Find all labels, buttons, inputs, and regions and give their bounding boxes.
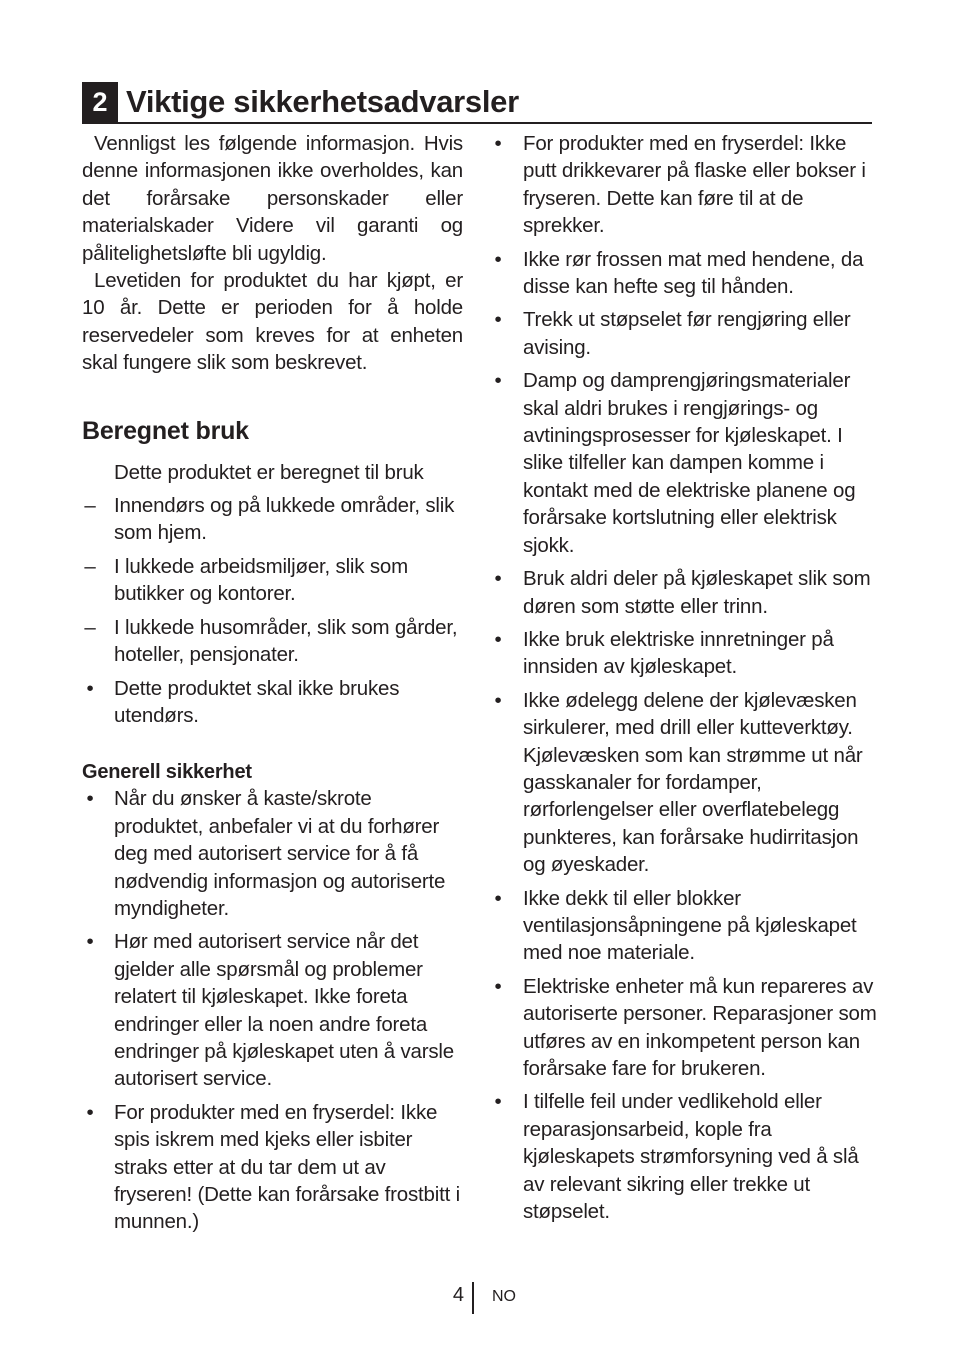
section-number: 2 (82, 82, 118, 122)
dash-marker: – (84, 554, 96, 578)
left-column (82, 130, 463, 1242)
list-item (490, 626, 880, 681)
list-item-text: Ikke ødelegg delene der kjølevæsken sirkulerer, med drill eller kutteverktøy. Kjølevæsken som kan strømme ut når gasskanaler for fordamper, rørforlengelser eller overflatebelegg punkteres, kan forårsake hudirritasjon og øyeskader. (523, 688, 863, 877)
list-item-text: I lukkede husområder, slik som gårder, hoteller, pensjonater. (114, 615, 458, 667)
list-item (490, 306, 880, 361)
list-item-text: For produkter med en fryserdel: Ikke spis iskrem med kjeks eller isbiter straks etter at du tar dem ut av fryseren! (Dette kan forårsake frostbitt i munnen.) (114, 1100, 460, 1234)
intended-use-heading: Beregnet bruk (82, 416, 249, 445)
list-item (82, 1099, 463, 1236)
section-title: Viktige sikkerhetsadvarsler (126, 84, 519, 119)
bullet-marker: • (494, 688, 502, 712)
list-item-text: Dette produktet skal ikke brukes utendørs. (114, 676, 400, 727)
footer-divider (472, 1282, 474, 1314)
bullet-marker: • (86, 787, 94, 811)
list-item (82, 785, 463, 922)
list-item (490, 367, 880, 559)
list-item-text: Damp og damprengjøringsmaterialer skal aldri brukes i rengjørings- og avtiningsprosesser for kjøleskapet. I slike tilfeller kan dampen komme i kontakt med de elektriske planene og forårsake kortslutning eller elektrisk sjokk. (523, 369, 856, 557)
bullet-marker: • (494, 369, 502, 393)
bullet-marker: • (86, 676, 94, 700)
list-item-text: I lukkede arbeidsmiljøer, slik som butikker og kontorer. (114, 554, 408, 606)
bullet-marker: • (494, 567, 502, 591)
list-item-text: I tilfelle feil under vedlikehold eller reparasjonsarbeid, kople fra kjøleskapets strømforsyning ved å slå av relevant sikring eller trekke ut støpselet. (523, 1090, 859, 1224)
list-item-text: Ikke rør frossen mat med hendene, da disse kan hefte seg til hånden. (523, 247, 864, 299)
list-item (82, 928, 463, 1092)
list-item (82, 614, 463, 669)
list-item (490, 885, 880, 967)
list-item-text: For produkter med en fryserdel: Ikke putt drikkevarer på flaske eller bokser i fryseren. Dette kan føre til at de sprekker. (523, 132, 866, 238)
list-item-text: Når du ønsker å kaste/skrote produktet, anbefaler vi at du forhører deg med autorisert service for å få nødvendig informasjon og autoriserte myndigheter. (114, 787, 446, 920)
dash-marker: – (84, 615, 96, 639)
bullet-marker: • (86, 930, 94, 954)
list-item-text: Ikke bruk elektriske innretninger på innsiden av kjøleskapet. (523, 627, 834, 679)
list-item (490, 1088, 880, 1225)
bullet-marker: • (494, 247, 502, 271)
list-item (82, 675, 463, 730)
intro-paragraph-1: Vennligst les følgende informasjon. Hvis denne informasjonen ikke overholdes, kan det forårsake personskader eller materialskader Videre vil garanti og pålitelighetsløfte bli ugyldig. (82, 132, 463, 265)
list-item (490, 565, 880, 620)
section-header (82, 80, 872, 124)
bullet-marker: • (494, 132, 502, 155)
list-item-text: Elektriske enheter må kun repareres av autoriserte personer. Reparasjoner som utføres av en inkompetent person kan forårsake fare for brukeren. (523, 974, 877, 1080)
list-item (490, 973, 880, 1083)
list-item (82, 553, 463, 608)
list-item-text: Innendørs og på lukkede områder, slik som hjem. (114, 494, 455, 545)
page-footer (0, 1282, 954, 1312)
list-item-text: Trekk ut støpselet før rengjøring eller avising. (523, 308, 851, 359)
intended-use-list (82, 492, 463, 729)
list-item (490, 687, 880, 879)
page-number: 4 (452, 1284, 464, 1306)
dash-marker: – (84, 494, 96, 518)
intended-use-intro: Dette produktet er beregnet til bruk (114, 460, 424, 484)
list-item-text: Hør med autorisert service når det gjelder alle spørsmål og problemer relatert til kjøleskapet. Ikke foreta endringer eller la noen andre foreta endringer på kjøleskapet uten å varsle autorisert service. (114, 930, 454, 1091)
list-item (490, 130, 880, 240)
bullet-marker: • (494, 627, 502, 651)
general-safety-heading: Generell sikkerhet (82, 761, 252, 784)
bullet-marker: • (494, 974, 502, 998)
safety-warnings-list (490, 130, 880, 1225)
language-code: NO (492, 1288, 516, 1305)
bullet-marker: • (494, 886, 502, 910)
bullet-marker: • (494, 1090, 502, 1114)
list-item-text: Ikke dekk til eller blokker ventilasjonsåpningene på kjøleskapet med noe materiale. (523, 886, 857, 965)
list-item (490, 246, 880, 301)
bullet-marker: • (86, 1100, 94, 1124)
list-item (82, 492, 463, 547)
list-item-text: Bruk aldri deler på kjøleskapet slik som døren som støtte eller trinn. (523, 567, 871, 618)
intro-paragraph-2: Levetiden for produktet du har kjøpt, er 10 år. Dette er perioden for å holde reservedeler som kreves for at enheten skal fungere slik som beskrevet. (82, 269, 463, 375)
bullet-marker: • (494, 308, 502, 332)
right-column (490, 130, 880, 1231)
general-safety-list (82, 785, 463, 1236)
